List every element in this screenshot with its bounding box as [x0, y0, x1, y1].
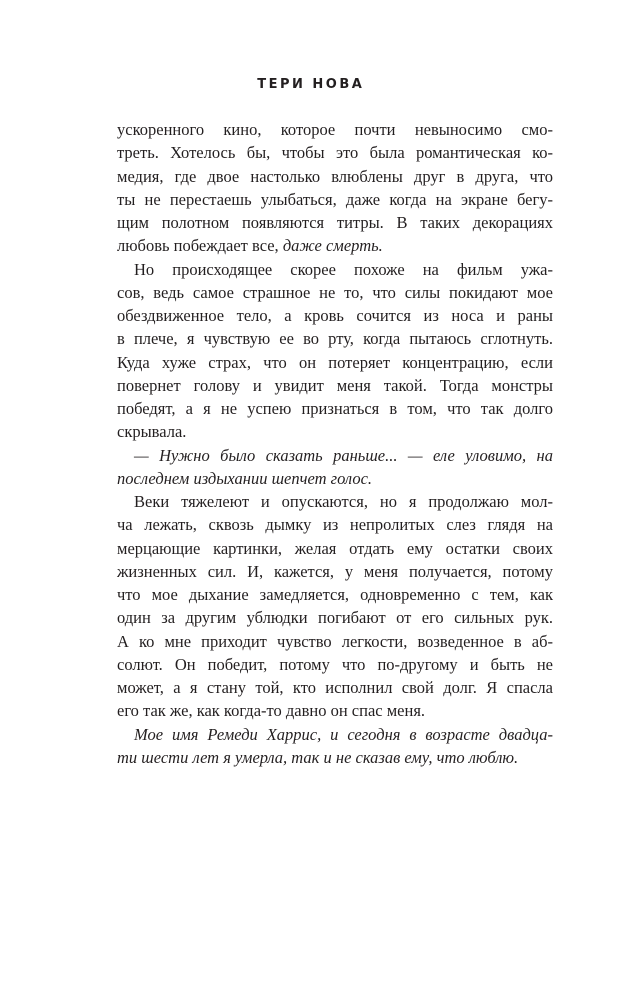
- text-line: ти шести лет я умерла, так и не сказав ему, что люблю.: [117, 747, 519, 767]
- text-line: один за другим ублюдки погибают от его сильных рук.: [117, 608, 553, 628]
- text-line: в плече, я чувствую ее во рту, когда пытаюсь сглотнуть.: [117, 329, 553, 349]
- text-line: ча лежать, сквозь дымку из непролитых слез глядя на: [117, 515, 553, 535]
- text-line: жизненных сил. И, кажется, у меня получается, потому: [117, 561, 553, 581]
- text-line: скрывала.: [117, 422, 187, 442]
- text-line: А ко мне приходит чувство легкости, возведенное в аб-: [117, 631, 553, 651]
- text-line: победят, а я не успею признаться в том, что так долго: [117, 399, 553, 418]
- italic-text-segment: даже смерть.: [282, 236, 383, 256]
- text-line: треть. Хотелось бы, чтобы это была романтическая ко-: [117, 143, 553, 163]
- paragraph-1: [117, 118, 553, 258]
- text-line: его так же, как когда-то давно он спас меня.: [117, 701, 426, 721]
- paragraph-5-italic: [117, 723, 553, 770]
- text-line: повернет голову и увидит меня такой. Тогда монстры: [117, 375, 553, 395]
- text-line: ускоренного кино, которое почти невыносимо смо-: [117, 120, 553, 139]
- text-line: Веки тяжелеют и опускаются, но я продолжаю мол-: [134, 492, 553, 511]
- paragraph-3-italic: [117, 444, 553, 491]
- text-line: мерцающие картинки, желая отдать ему остатки своих: [117, 538, 553, 558]
- text-line: ты не перестаешь улыбаться, даже когда на экране бегу-: [117, 189, 553, 209]
- text-line: [117, 234, 553, 257]
- text-line: обездвиженное тело, а кровь сочится из носа и раны: [117, 306, 553, 325]
- text-segment: любовь побеждает все,: [117, 236, 279, 256]
- text-line: Куда хуже страх, что он потеряет концентрацию, если: [117, 352, 553, 372]
- text-line: Но происходящее скорее похоже на фильм ужа-: [134, 259, 553, 279]
- text-line: — Нужно было сказать раньше... — еле уловимо, на: [134, 445, 553, 465]
- text-line: последнем издыхании шепчет голос.: [117, 468, 373, 488]
- paragraph-4: [117, 490, 553, 723]
- text-line: солют. Он победит, потому что по-другому и быть не: [117, 654, 553, 674]
- body-text: [117, 118, 553, 769]
- text-line: что мое дыхание замедляется, одновременно с тем, как: [117, 585, 553, 604]
- paragraph-2: [117, 258, 553, 444]
- text-line: может, а я стану той, кто исполнил свой долг. Я спасла: [117, 678, 553, 697]
- running-head-author: ТЕРИ НОВА: [257, 77, 365, 92]
- text-line: медия, где двое настолько влюблены друг в друга, что: [117, 166, 553, 186]
- text-line: щим полотном появляются титры. В таких декорациях: [117, 213, 553, 232]
- text-line: сов, ведь самое страшное не то, что силы покидают мое: [117, 282, 553, 302]
- text-line: Мое имя Ремеди Харрис, и сегодня в возрасте двадца-: [134, 724, 553, 744]
